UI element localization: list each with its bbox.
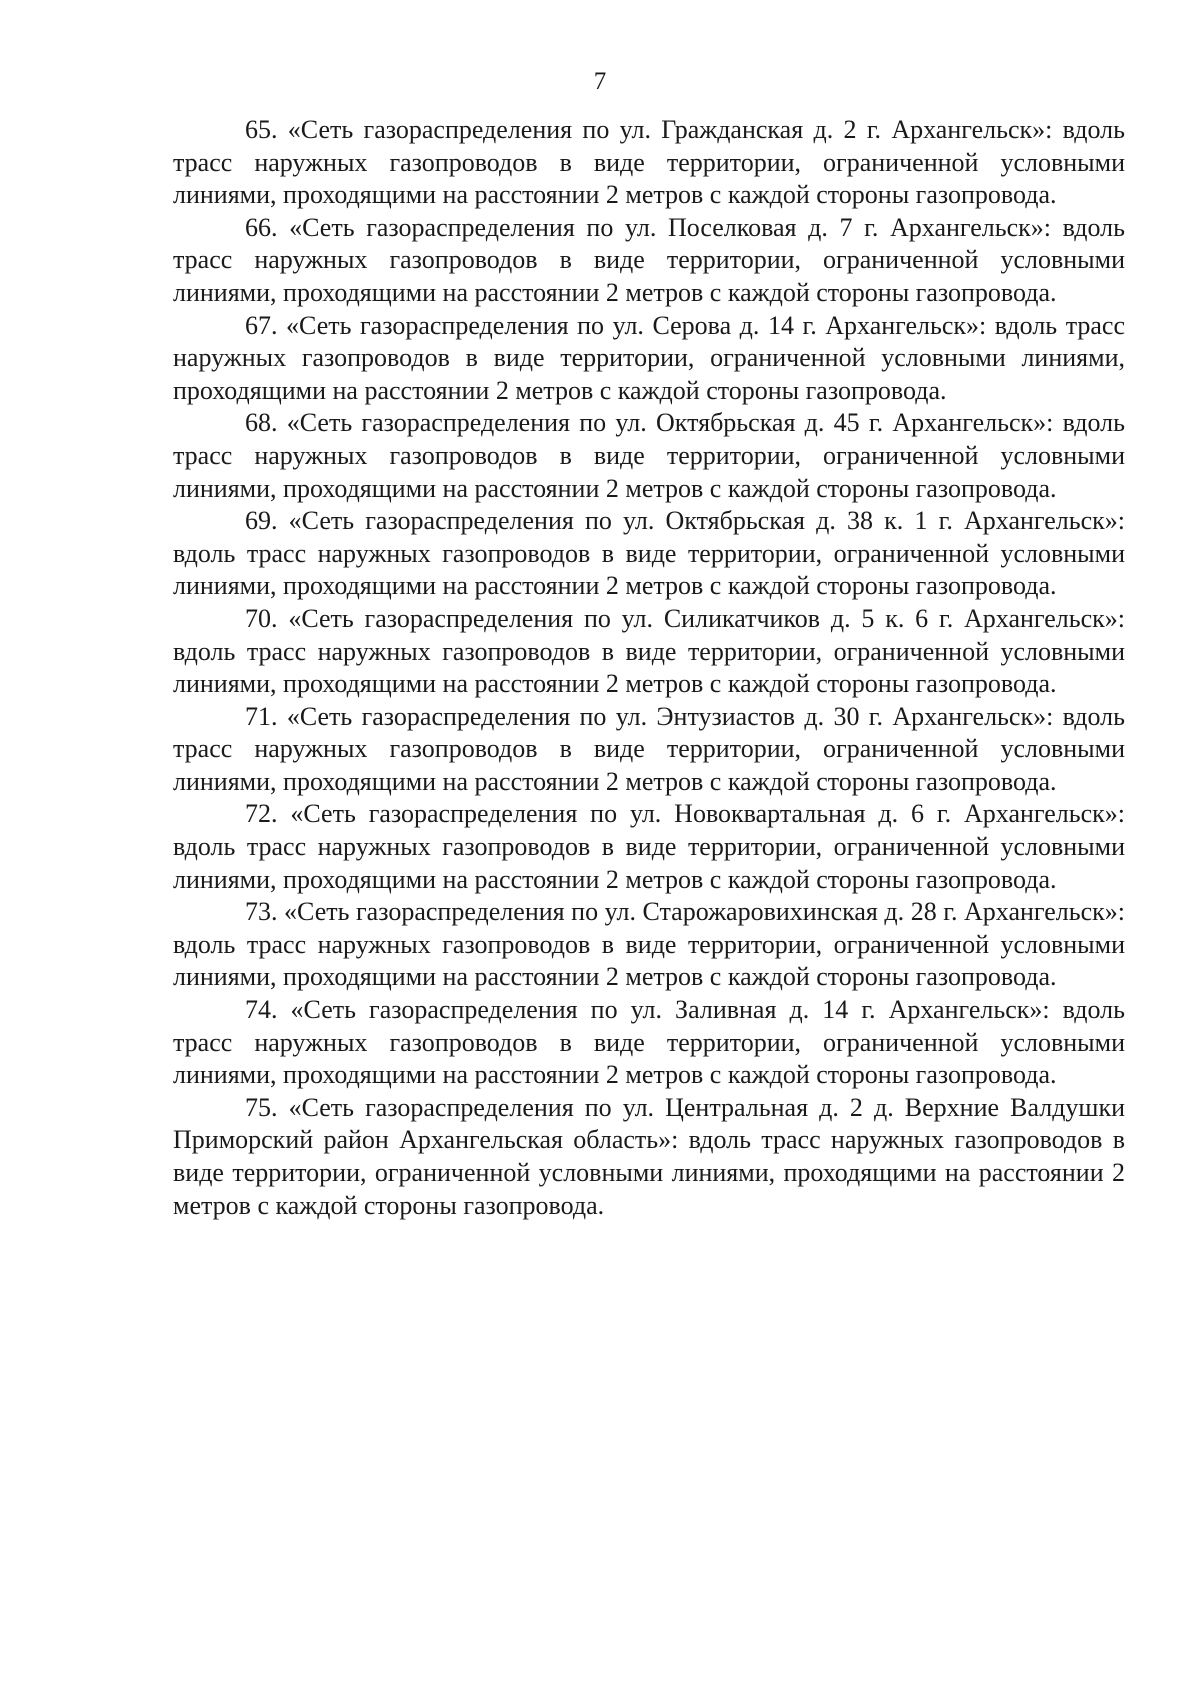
list-item-66: 66. «Сеть газораспределения по ул. Поселковая д. 7 г. Архангельск»: вдоль трасс наружных газопроводов в виде территории, ограниченной условными линиями, проходящими на расстоянии 2 метров с каждой стороны газопровода. xyxy=(173,212,1125,307)
list-item-65: 65. «Сеть газораспределения по ул. Гражданская д. 2 г. Архангельск»: вдоль трасс наружных газопроводов в виде территории, ограниченной условными линиями, проходящими на расстоянии 2 метров с каждой стороны газопровода. xyxy=(173,115,1125,210)
list-item-74: 74. «Сеть газораспределения по ул. Заливная д. 14 г. Архангельск»: вдоль трасс наружных газопроводов в виде территории, ограниченной условными линиями, проходящими на расстоянии 2 метров с каждой стороны газопровода. xyxy=(173,995,1125,1090)
list-item-75: 75. «Сеть газораспределения по ул. Центральная д. 2 д. Верхние Валдушки Приморский район Архангельская область»: вдоль трасс наружных газопроводов в виде территории, ограниченной условными линиями, проходящими на расстоянии 2 метров с каждой стороны газопровода. xyxy=(173,1092,1125,1220)
list-item-67: 67. «Сеть газораспределения по ул. Серова д. 14 г. Архангельск»: вдоль трасс наружных газопроводов в виде территории, ограниченной условными линиями, проходящими на расстоянии 2 метров с каждой стороны газопровода. xyxy=(173,310,1125,405)
list-item-70: 70. «Сеть газораспределения по ул. Силикатчиков д. 5 к. 6 г. Архангельск»: вдоль трасс наружных газопроводов в виде территории, ограниченной условными линиями, проходящими на расстоянии 2 метров с каждой стороны газопровода. xyxy=(173,603,1125,699)
document-body xyxy=(173,114,1125,1222)
list-item-71: 71. «Сеть газораспределения по ул. Энтузиастов д. 30 г. Архангельск»: вдоль трасс наружных газопроводов в виде территории, ограниченной условными линиями, проходящими на расстоянии 2 метров с каждой стороны газопровода. xyxy=(173,701,1125,796)
list-item-68: 68. «Сеть газораспределения по ул. Октябрьская д. 45 г. Архангельск»: вдоль трасс наружных газопроводов в виде территории, ограниченной условными линиями, проходящими на расстоянии 2 метров с каждой стороны газопровода. xyxy=(173,408,1125,503)
list-item-69: 69. «Сеть газораспределения по ул. Октябрьская д. 38 к. 1 г. Архангельск»: вдоль трасс наружных газопроводов в виде территории, ограниченной условными линиями, проходящими на расстоянии 2 метров с каждой стороны газопровода. xyxy=(173,506,1125,601)
list-item-73: 73. «Сеть газораспределения по ул. Старожаровихинская д. 28 г. Архангельск»: вдоль трасс наружных газопроводов в виде территории, ограниченной условными линиями, проходящими на расстоянии 2 метров с каждой стороны газопровода. xyxy=(173,897,1125,992)
page-number: 7 xyxy=(593,68,607,95)
list-item-72: 72. «Сеть газораспределения по ул. Новоквартальная д. 6 г. Архангельск»: вдоль трасс наружных газопроводов в виде территории, ограниченной условными линиями, проходящими на расстоянии 2 метров с каждой стороны газопровода. xyxy=(173,799,1125,894)
